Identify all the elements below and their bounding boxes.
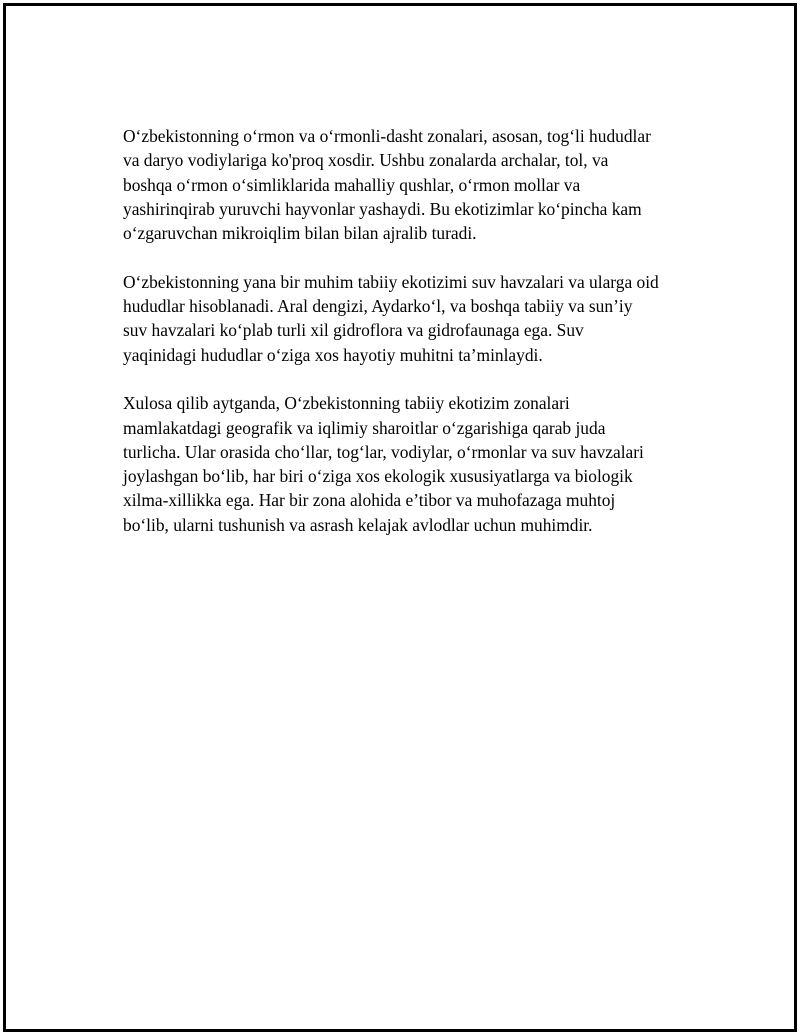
text-line: yaqinidagi hududlar o‘ziga xos hayotiy muhitni ta’minlaydi. xyxy=(123,344,543,365)
text-line: hududlar hisoblanadi. Aral dengizi, Aydarko‘l, va boshqa tabiiy va sun’iy xyxy=(123,296,633,317)
text-line: suv havzalari ko‘plab turli xil gidroflora va gidrofaunaga ega. Suv xyxy=(123,320,584,341)
text-line: o‘zgaruvchan mikroiqlim bilan bilan ajralib turadi. xyxy=(123,223,477,244)
page-border xyxy=(3,3,797,1032)
text-line: turlicha. Ular orasida cho‘llar, tog‘lar, vodiylar, o‘rmonlar va suv havzalari xyxy=(123,441,644,462)
text-line: mamlakatdagi geografik va iqlimiy sharoitlar o‘zgarishiga qarab juda xyxy=(123,417,606,438)
text-line: Xulosa qilib aytganda, O‘zbekistonning tabiiy ekotizim zonalari xyxy=(123,393,570,414)
text-line: O‘zbekistonning o‘rmon va o‘rmonli-dasht zonalari, asosan, tog‘li hududlar xyxy=(123,126,651,146)
document-body xyxy=(123,124,703,561)
paragraph-water-bodies xyxy=(123,270,703,367)
text-line: boshqa o‘rmon o‘simliklarida mahalliy qushlar, o‘rmon mollar va xyxy=(123,174,581,195)
text-line: yashirinqirab yuruvchi hayvonlar yashaydi. Bu ekotizimlar ko‘pincha kam xyxy=(123,198,642,219)
text-line: bo‘lib, ularni tushunish va asrash kelajak avlodlar uchun muhimdir. xyxy=(123,514,593,535)
text-line: xilma-xillikka ega. Har bir zona alohida e’tibor va muhofazaga muhtoj xyxy=(123,490,616,511)
paragraph-forest-zones xyxy=(123,124,703,245)
text-line: va daryo vodiylariga ko'proq xosdir. Ushbu zonalarda archalar, tol, va xyxy=(123,150,609,171)
text-line: O‘zbekistonning yana bir muhim tabiiy ekotizimi suv havzalari va ularga oid xyxy=(123,271,659,292)
paragraph-conclusion xyxy=(123,391,703,537)
text-line: joylashgan bo‘lib, har biri o‘ziga xos ekologik xususiyatlarga va biologik xyxy=(123,466,633,487)
